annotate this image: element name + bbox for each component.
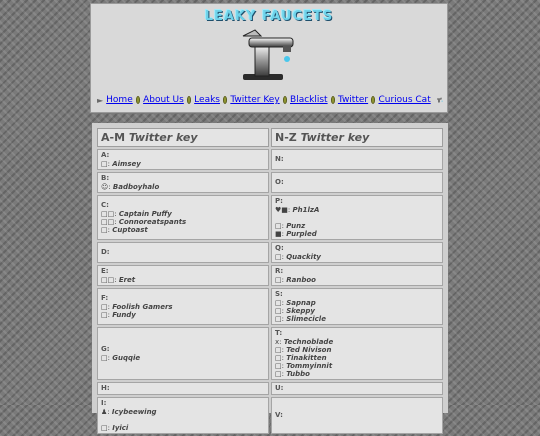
- entry-icons: □:: [275, 362, 284, 370]
- entry-icons: □□:: [101, 218, 117, 226]
- letter-cell: [97, 172, 269, 193]
- nav-bullet-icon: [331, 96, 335, 104]
- entry-name: Iyici: [112, 424, 129, 432]
- entry-icons: □:: [101, 303, 110, 311]
- twitter-key-panel: [92, 123, 448, 432]
- nav-bullet-icon: [223, 96, 227, 104]
- entry-icons: □:: [101, 160, 110, 168]
- letter-cell: [271, 172, 443, 193]
- left-header-title: Twitter key: [128, 131, 198, 144]
- key-entry: [101, 311, 265, 319]
- letter-cell: [271, 382, 443, 395]
- table-row: [97, 265, 443, 286]
- table-row: [97, 288, 443, 325]
- entry-icons: □:: [275, 222, 284, 230]
- entry-icons: □:: [101, 226, 110, 234]
- letter-cell: [97, 242, 269, 263]
- entry-name: Guqqie: [112, 354, 141, 362]
- nav-bullet-icon: [187, 96, 191, 104]
- entry-icons: □□:: [101, 276, 117, 284]
- key-entry: [275, 253, 439, 261]
- entry-icons: ■:: [275, 230, 284, 238]
- entry-icons: □□:: [101, 210, 117, 218]
- entry-name: Connoreatspants: [118, 218, 187, 226]
- key-entry: [275, 299, 439, 307]
- letter-label: T:: [275, 329, 283, 337]
- entry-icons: □:: [275, 307, 284, 315]
- entry-name: Eret: [118, 276, 136, 284]
- table-row: [97, 195, 443, 240]
- entry-name: Sapnap: [286, 299, 316, 307]
- entry-name: Aimsey: [112, 160, 141, 168]
- key-entry: [275, 307, 439, 315]
- entry-name: Tommyinnit: [286, 362, 333, 370]
- key-entry: [101, 160, 265, 168]
- letter-cell: [271, 195, 443, 240]
- right-header-prefix: N-Z: [275, 131, 301, 144]
- letter-cell: [271, 288, 443, 325]
- letter-cell: [271, 265, 443, 286]
- letter-label: G:: [101, 345, 110, 353]
- entry-name: Technoblade: [283, 338, 334, 346]
- letter-label: F:: [101, 294, 109, 302]
- key-entry: [101, 354, 265, 362]
- letter-cell: [97, 288, 269, 325]
- nav-link-twitter-key[interactable]: Twitter Key: [230, 95, 280, 105]
- letter-label: A:: [101, 151, 110, 159]
- entry-name: Punz: [286, 222, 306, 230]
- nav-link-about-us[interactable]: About Us: [143, 95, 184, 105]
- letter-label: V:: [275, 411, 283, 419]
- entry-name: Tinakitten: [286, 354, 327, 362]
- entry-icons: □:: [275, 354, 284, 362]
- key-entry: [275, 222, 439, 230]
- entry-name: Icybeewing: [111, 408, 157, 416]
- letter-cell: [271, 242, 443, 263]
- right-header-title: Twitter key: [300, 131, 370, 144]
- entry-name: Skeppy: [286, 307, 315, 315]
- letter-label: P:: [275, 197, 283, 205]
- letter-cell: [97, 265, 269, 286]
- main-nav: [97, 92, 443, 108]
- letter-label: H:: [101, 384, 110, 392]
- table-row: [97, 327, 443, 380]
- entry-icons: □:: [275, 346, 284, 354]
- letter-cell: [97, 327, 269, 380]
- entry-name: Foolish Gamers: [112, 303, 173, 311]
- key-entry: [101, 408, 265, 416]
- key-entry: [275, 276, 439, 284]
- letter-label: O:: [275, 178, 284, 186]
- key-entry: [275, 230, 439, 238]
- letter-label: R:: [275, 267, 284, 275]
- entry-name: Quackity: [286, 253, 321, 261]
- entry-name: Tubbo: [286, 370, 310, 378]
- left-column-header: [97, 128, 269, 147]
- right-column-header: [271, 128, 443, 147]
- key-entry: [275, 338, 439, 346]
- key-entry: [101, 276, 265, 284]
- table-row: [97, 397, 443, 434]
- entry-name: Purpled: [286, 230, 317, 238]
- entry-icons: □:: [101, 424, 110, 432]
- entry-icons: □:: [275, 315, 284, 323]
- entry-icons: □:: [275, 299, 284, 307]
- nav-link-leaks[interactable]: Leaks: [194, 95, 220, 105]
- table-row: [97, 149, 443, 170]
- letter-label: E:: [101, 267, 109, 275]
- entry-icons: □:: [275, 370, 284, 378]
- nav-link-curious-cat[interactable]: Curious Cat: [378, 95, 431, 105]
- key-entry: [275, 214, 439, 222]
- letter-label: N:: [275, 155, 284, 163]
- key-entry: [101, 303, 265, 311]
- key-entry: [275, 362, 439, 370]
- letter-cell: [97, 382, 269, 395]
- key-entry: [101, 183, 265, 191]
- letter-cell: [97, 397, 269, 434]
- nav-bullet-icon: [283, 96, 287, 104]
- key-entry: [101, 424, 265, 432]
- key-entry: [275, 354, 439, 362]
- letter-label: C:: [101, 201, 109, 209]
- nav-link-home[interactable]: Home: [106, 95, 133, 105]
- entry-name: Ranboo: [286, 276, 316, 284]
- letter-label: I:: [101, 399, 107, 407]
- key-entry: [275, 346, 439, 354]
- entry-name: Slimecicle: [286, 315, 326, 323]
- key-entry: [275, 206, 439, 214]
- letter-cell: [271, 149, 443, 170]
- nav-bullet-icon: [371, 96, 375, 104]
- entry-icons: ♥■:: [275, 206, 291, 214]
- entry-name: Ph1lzA: [292, 206, 320, 214]
- letter-cell: [271, 327, 443, 380]
- letter-label: U:: [275, 384, 284, 392]
- table-row: [97, 172, 443, 193]
- key-entry: [275, 315, 439, 323]
- twitter-key-body: [97, 149, 443, 434]
- entry-name: Ted Nivison: [286, 346, 332, 354]
- nav-link-blacklist[interactable]: Blacklist: [290, 95, 328, 105]
- entry-icons: ☺:: [101, 183, 111, 191]
- entry-icons: x:: [275, 338, 282, 346]
- key-entry: [275, 370, 439, 378]
- key-entry: [101, 226, 265, 234]
- key-entry: [101, 218, 265, 226]
- entry-icons: ♟:: [101, 408, 110, 416]
- entry-name: Captain Puffy: [118, 210, 172, 218]
- entry-icons: □:: [101, 354, 110, 362]
- table-row: [97, 242, 443, 263]
- entry-icons: □:: [275, 276, 284, 284]
- table-row: [97, 382, 443, 395]
- nav-link-twitter[interactable]: Twitter: [337, 95, 369, 105]
- entry-name: Badboyhalo: [112, 183, 160, 191]
- entry-name: Fundy: [112, 311, 136, 319]
- entry-name: Cuptoast: [112, 226, 148, 234]
- letter-cell: [97, 149, 269, 170]
- twitter-key-table: [95, 126, 445, 436]
- letter-label: B:: [101, 174, 110, 182]
- letter-label: D:: [101, 248, 110, 256]
- site-logo-text: LEAKY FAUCETS: [204, 9, 334, 24]
- key-entry: [101, 210, 265, 218]
- key-entry: [101, 416, 265, 424]
- left-header-prefix: A-M: [101, 131, 129, 144]
- letter-label: Q:: [275, 244, 284, 252]
- letter-label: S:: [275, 290, 283, 298]
- faucet-logo-icon: [235, 26, 305, 84]
- site-header: [90, 3, 448, 113]
- faucet-tap-icon: [437, 93, 443, 107]
- nav-arrow-icon: ►: [97, 95, 104, 105]
- letter-cell: [97, 195, 269, 240]
- letter-cell: [271, 397, 443, 434]
- entry-icons: □:: [101, 311, 110, 319]
- entry-icons: □:: [275, 253, 284, 261]
- nav-bullet-icon: [136, 96, 140, 104]
